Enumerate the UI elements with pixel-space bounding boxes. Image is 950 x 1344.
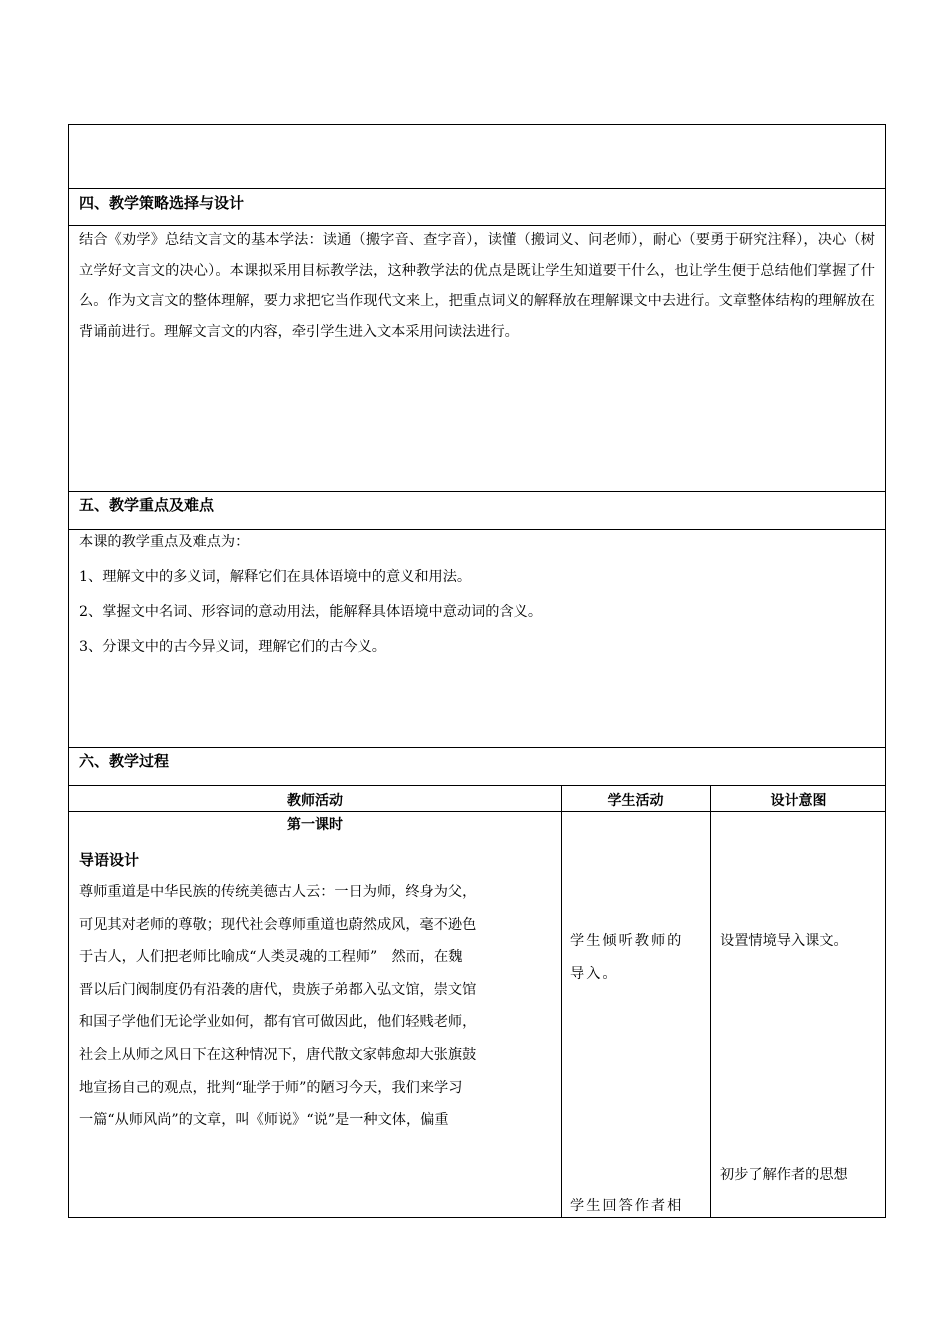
- column-header-intent: 设计意图: [770, 793, 827, 809]
- row-divider: [69, 747, 885, 748]
- text-line: 和国子学他们无论学业如何，都有官可做因此，他们轻贱老师，: [79, 1014, 477, 1031]
- text-line: 可见其对老师的尊敬；现代社会尊师重道也蔚然成风，毫不逊色: [79, 916, 477, 933]
- column-header-teacher: 教师活动: [287, 793, 343, 809]
- text-line: 导入。: [570, 965, 619, 982]
- section-4-heading: 四、教学策略选择与设计: [79, 194, 245, 212]
- text-line: 设置情境导入课文。: [720, 933, 848, 949]
- text-line: 尊师重道是中华民族的传统美德古人云：一日为师，终身为父，: [79, 884, 477, 900]
- text-line: 初步了解作者的思想: [720, 1167, 848, 1183]
- intro-subheading: 导语设计: [79, 851, 140, 869]
- lesson-plan-table: [68, 124, 886, 1218]
- column-divider: [561, 785, 562, 1217]
- list-item: 3、分课文中的古今异义词，理解它们的古今义。: [79, 639, 386, 655]
- column-header-student: 学生活动: [607, 793, 664, 809]
- section-5-heading: 五、教学重点及难点: [79, 496, 215, 514]
- text-line: 地宣扬自己的观点，批判“耻学于师”的陋习今天，我们来学习: [79, 1079, 463, 1096]
- student-activity-text: [570, 925, 683, 990]
- row-divider: [69, 188, 885, 189]
- list-item: 1、理解文中的多义词，解释它们在具体语境中的意义和用法。: [79, 569, 472, 585]
- lesson-title: 第一课时: [287, 817, 343, 833]
- text-line: 一篇“从师风尚”的文章，叫《师说》“说”是一种文体，偏重: [79, 1112, 449, 1129]
- row-divider: [69, 785, 885, 786]
- row-divider: [69, 811, 885, 812]
- teacher-activity-text: [79, 876, 476, 1137]
- section-5-list: [79, 525, 542, 665]
- column-divider: [710, 785, 711, 1217]
- text-line: 学生倾听教师的: [570, 933, 684, 949]
- text-line: 于古人，人们把老师比喻成“人类灵魂的工程师” 然而，在魏: [79, 949, 463, 966]
- design-intent-text-2: [720, 1159, 848, 1192]
- text-line: 学生回答作者相: [570, 1198, 684, 1214]
- list-item: 本课的教学重点及难点为：: [79, 534, 250, 550]
- text-line: 晋以后门阀制度仍有沿袭的唐代，贵族子弟都入弘文馆，崇文馆: [79, 981, 477, 998]
- design-intent-text: [720, 925, 848, 958]
- list-item: 2、掌握文中名词、形容词的意动用法，能解释具体语境中意动词的含义。: [79, 604, 543, 620]
- row-divider: [69, 491, 885, 492]
- text-line: 社会上从师之风日下在这种情况下，唐代散文家韩愈却大张旗鼓: [79, 1046, 477, 1063]
- section-4-body: 结合《劝学》总结文言文的基本学法：读通（搬字音、查字音），读懂（搬词义、问老师），耐心（要勇于研究注释），决心（树立学好文言文的决心）。本课拟采用目标教学法，这种教学法的优点是既让学生知道要干什么，也让学生便于总结他们掌握了什么。作为文言文的整体理解，要力求把它当作现代文来上，把重点词义的解释放在理解课文中去进行。文章整体结构的理解放在背诵前进行。理解文言文的内容，牵引学生进入文本采用问读法进行。: [79, 232, 875, 340]
- student-activity-text-2: [570, 1190, 683, 1223]
- section-6-heading: 六、教学过程: [79, 752, 170, 770]
